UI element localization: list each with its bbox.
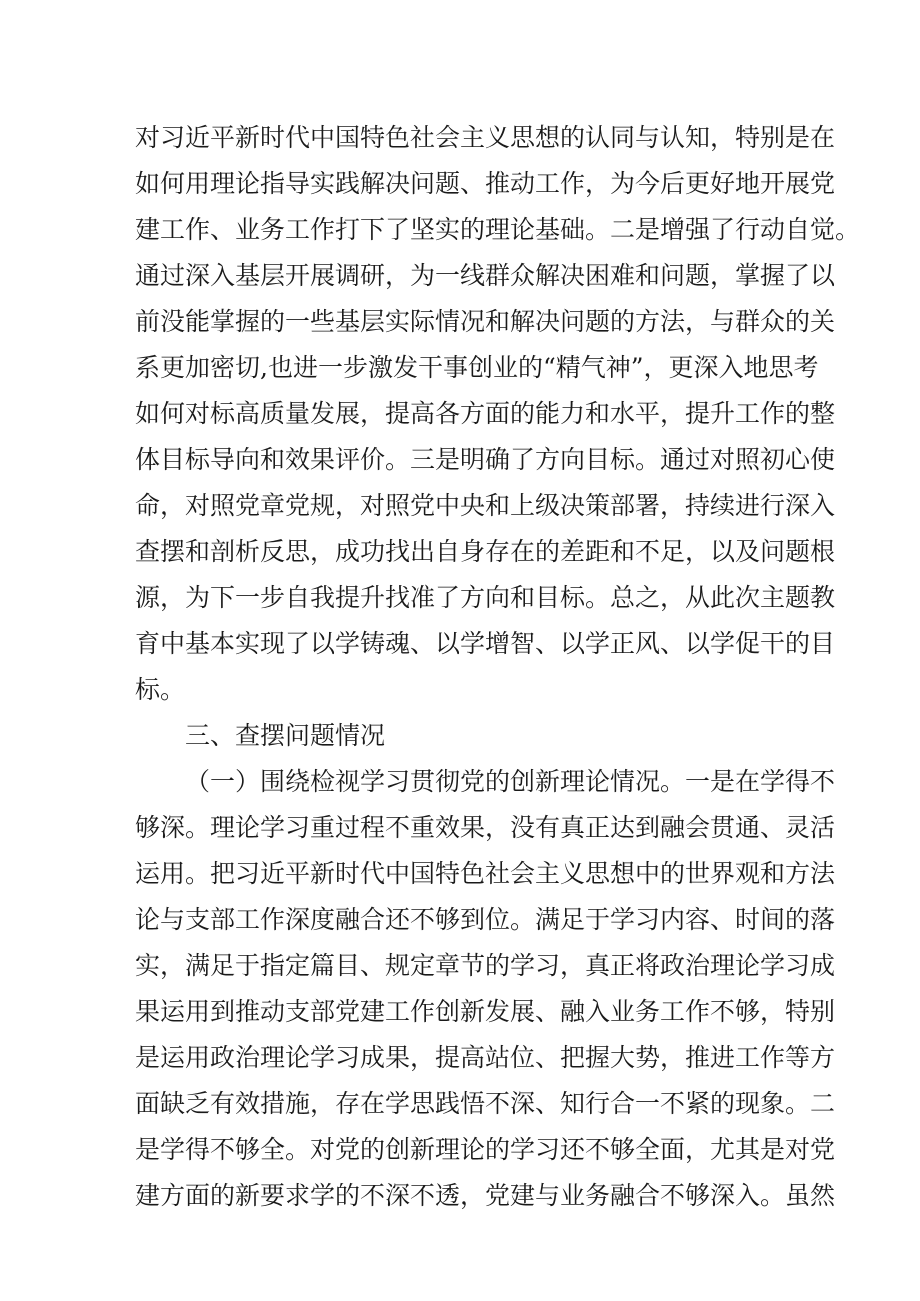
paragraph-line: 如何对标高质量发展，提高各方面的能力和水平，提升工作的整 — [135, 399, 836, 428]
paragraph-line: 系更加密切,也进一步激发干事创业的“精气神”，更深入地思考 — [135, 353, 819, 382]
paragraph-line: 建工作、业务工作打下了坚实的理论基础。二是增强了行动自觉。 — [135, 215, 861, 244]
paragraph-line: 前没能掌握的一些基层实际情况和解决问题的方法，与群众的关 — [135, 307, 836, 336]
paragraph-line: 如何用理论指导实践解决问题、推动工作，为今后更好地开展党 — [135, 169, 836, 198]
paragraph-line: 运用。把习近平新时代中国特色社会主义思想中的世界观和方法 — [135, 859, 836, 888]
paragraph-line: 体目标导向和效果评价。三是明确了方向目标。通过对照初心使 — [135, 445, 836, 474]
section-heading: 三、查摆问题情况 — [185, 721, 386, 750]
paragraph-line: 命，对照党章党规，对照党中央和上级决策部署，持续进行深入 — [135, 491, 836, 520]
paragraph-line: 对习近平新时代中国特色社会主义思想的认同与认知，特别是在 — [135, 123, 836, 152]
paragraph-line: 查摆和剖析反思，成功找出自身存在的差距和不足，以及问题根 — [135, 537, 836, 566]
paragraph-line: 论与支部工作深度融合还不够到位。满足于学习内容、时间的落 — [135, 905, 836, 934]
paragraph-line: 通过深入基层开展调研，为一线群众解决困难和问题，掌握了以 — [135, 261, 836, 290]
paragraph-line: 建方面的新要求学的不深不透，党建与业务融合不够深入。虽然 — [135, 1181, 836, 1210]
paragraph-line: 实，满足于指定篇目、规定章节的学习，真正将政治理论学习成 — [135, 951, 836, 980]
paragraph-line: 育中基本实现了以学铸魂、以学增智、以学正风、以学促干的目 — [135, 629, 836, 658]
paragraph-line: 面缺乏有效措施，存在学思践悟不深、知行合一不紧的现象。二 — [135, 1089, 836, 1118]
paragraph-line: 源，为下一步自我提升找准了方向和目标。总之，从此次主题教 — [135, 583, 836, 612]
paragraph-line: 是学得不够全。对党的创新理论的学习还不够全面，尤其是对党 — [135, 1135, 836, 1164]
paragraph-line: 是运用政治理论学习成果，提高站位、把握大势，推进工作等方 — [135, 1043, 836, 1072]
paragraph-line: 标。 — [135, 675, 186, 704]
paragraph-line: 够深。理论学习重过程不重效果，没有真正达到融会贯通、灵活 — [135, 813, 836, 842]
subsection-first-line: （一）围绕检视学习贯彻党的创新理论情况。一是在学得不 — [185, 767, 836, 796]
paragraph-line: 果运用到推动支部党建工作创新发展、融入业务工作不够，特别 — [135, 997, 836, 1026]
